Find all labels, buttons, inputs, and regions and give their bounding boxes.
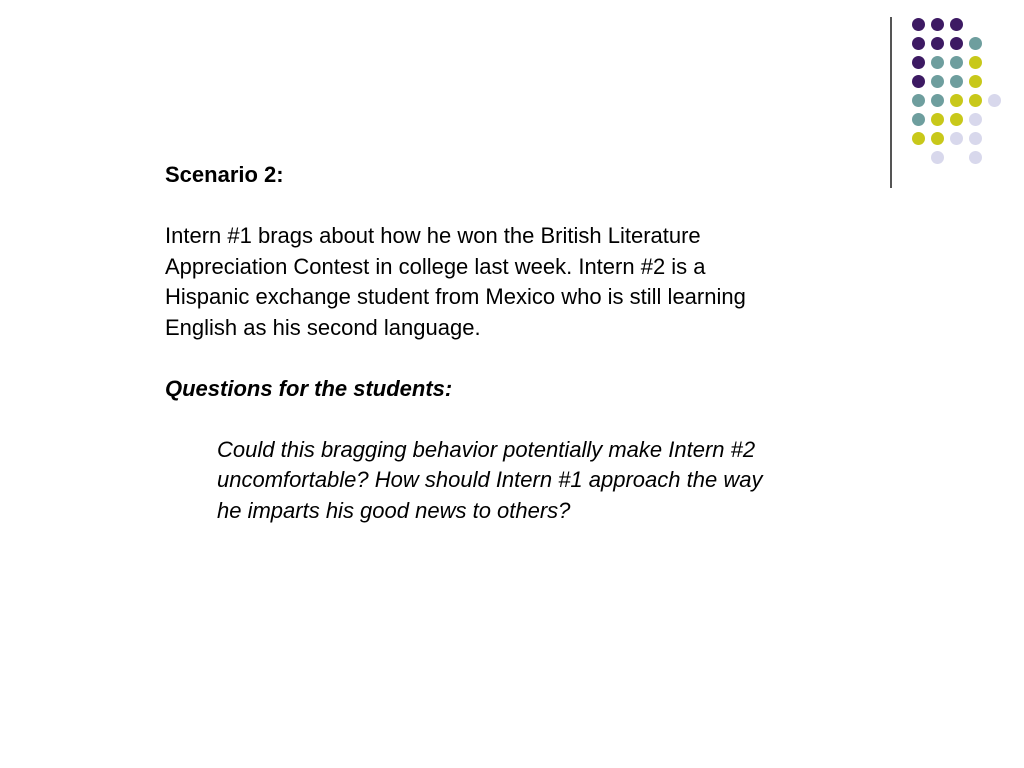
question-text: Could this bragging behavior potentially make Intern #2 uncomfortable? How should Intern #1 approach the way he imparts his good news to others?: [217, 436, 763, 523]
vertical-divider: [890, 17, 892, 188]
scenario-paragraph: Intern #1 brags about how he won the British Literature Appreciation Contest in college last week. Intern #2 is a Hispanic exchange student from Mexico who is still learning English as his second language.: [165, 223, 746, 340]
decorative-dot: [931, 37, 944, 50]
decorative-dot: [950, 113, 963, 126]
slide-content: [165, 160, 875, 526]
questions-heading: Questions for the students:: [165, 375, 453, 401]
decorative-dot: [912, 18, 925, 31]
decorative-dot: [912, 37, 925, 50]
decorative-dot: [950, 132, 963, 145]
decorative-dot: [912, 94, 925, 107]
decorative-dot: [931, 56, 944, 69]
decorative-dot: [950, 18, 963, 31]
decorative-dot: [931, 151, 944, 164]
decorative-dot-grid: [912, 18, 1004, 168]
decorative-dot: [931, 113, 944, 126]
decorative-dot: [969, 151, 982, 164]
decorative-dot: [912, 132, 925, 145]
decorative-dot: [912, 56, 925, 69]
decorative-dot: [969, 75, 982, 88]
decorative-dot: [931, 94, 944, 107]
decorative-dot: [912, 75, 925, 88]
decorative-dot: [912, 113, 925, 126]
decorative-dot: [931, 132, 944, 145]
decorative-dot: [950, 75, 963, 88]
decorative-dot: [931, 18, 944, 31]
decorative-dot: [950, 94, 963, 107]
decorative-dot: [969, 113, 982, 126]
decorative-dot: [950, 56, 963, 69]
decorative-dot: [988, 94, 1001, 107]
decorative-dot: [969, 132, 982, 145]
decorative-dot: [950, 37, 963, 50]
decorative-dot: [969, 94, 982, 107]
decorative-dot: [969, 37, 982, 50]
scenario-heading: Scenario 2:: [165, 162, 284, 187]
decorative-dot: [931, 75, 944, 88]
decorative-dot: [969, 56, 982, 69]
